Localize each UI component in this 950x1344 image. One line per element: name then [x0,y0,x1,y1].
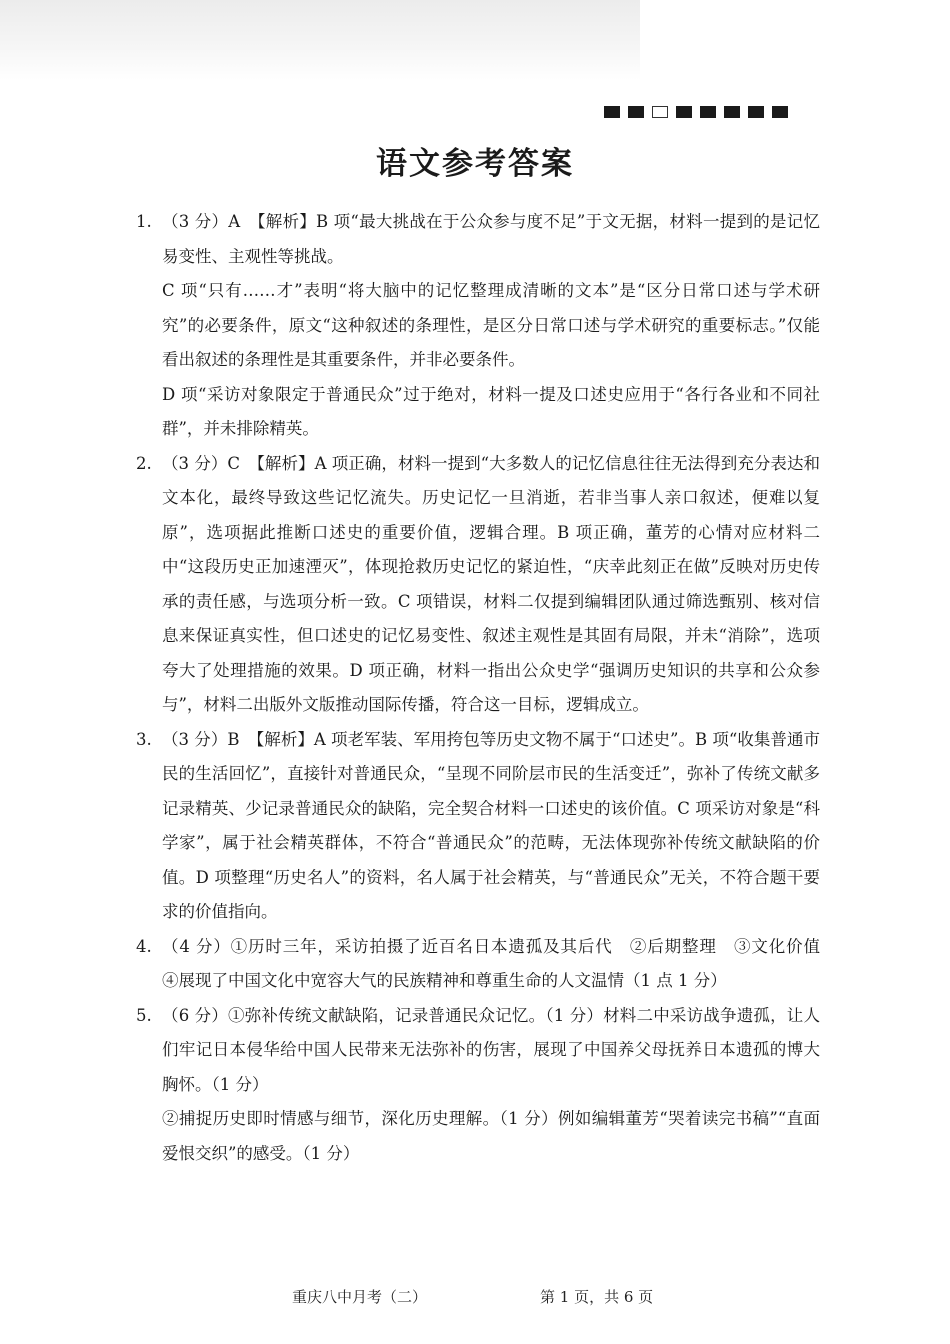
answer-paragraph: （6 分）①弥补传统文献缺陷，记录普通民众记忆。（1 分）材料二中采访战争遗孤，让人们牢记日本侵华给中国人民带来无法弥补的伤害，展现了中国养父母抚养日本遗孤的博大胸怀。（1 分） [162,1005,820,1094]
marker-square [724,106,740,118]
answer-paragraph: D 项“采访对象限定于普通民众”过于绝对，材料一提及口述史应用于“各行各业和不同社群”，并未排除精英。 [162,384,820,438]
marker-square [748,106,764,118]
answer-list [136,205,837,1171]
answer-paragraph: （3 分）B 【解析】A 项老军装、军用挎包等历史文物不属于“口述史”。B 项“收集普通市民的生活回忆”，直接针对普通民众，“呈现不同阶层市民的生活变迁”，弥补了传统文献多记录精英、少记录普通民众的缺陷，完全契合材料一口述史的该价值。C 项采访对象是“科学家”，属于社会精英群体，不符合“普通民众”的范畴，无法体现弥补传统文献缺陷的价值。D 项整理“历史名人”的资料，名人属于社会精英，与“普通民众”无关，不符合题干要求的价值指向。 [162,729,820,921]
answer-number: 2. [136,453,152,473]
answer-number: 1. [136,212,152,231]
exam-name: 重庆八中月考（二） [292,1288,428,1306]
answer-paragraph: （3 分）C 【解析】A 项正确，材料一提到“大多数人的记忆信息往往无法得到充分表达和文本化，最终导致这些记忆流失。历史记忆一旦消逝，若非当事人亲口叙述，便难以复原”，选项据此推断口述史的重要价值，逻辑合理。B 项正确，董芳的心情对应材料二中“这段历史正加速湮灭”，体现抢救历史记忆的紧迫性，“庆幸此刻正在做”反映对历史传承的责任感，与选项分析一致。C 项错误，材料二仅提到编辑团队通过筛选甄别、核对信息来保证真实性，但口述史的记忆易变性、叙述主观性是其固有局限，并未“消除”，选项夸大了处理措施的效果。D 项正确，材料一指出公众史学“强调历史知识的共享和公众参与”，材料二出版外文版推动国际传播，符合这一目标，逻辑成立。 [162,453,820,714]
marker-square [628,106,644,118]
marker-square [700,106,716,118]
page-title: 语文参考答案 [376,146,574,182]
answer-number: 5. [136,1005,152,1025]
answer-item-5 [136,999,820,1172]
answer-item-3 [136,723,820,930]
marker-square-hollow [652,106,668,118]
marker-square [604,106,620,118]
page-number: 第 1 页，共 6 页 [540,1288,654,1306]
answer-paragraph: （4 分）①历时三年，采访拍摄了近百名日本遗孤及其后代 ②后期整理 ③文化价值 ④展现了中国文化中宽容大气的民族精神和尊重生命的人文温情（1 点 1 分） [162,936,837,990]
marker-square [676,106,692,118]
marker-square [772,106,788,118]
section-marker [604,106,788,118]
answer-number: 3. [136,729,152,749]
answer-item-1 [136,205,820,447]
scan-shadow [0,0,640,80]
answer-number: 4. [136,936,152,956]
answer-paragraph: ②捕捉历史即时情感与细节，深化历史理解。（1 分）例如编辑董芳“哭着读完书稿”“直面爱恨交织”的感受。（1 分） [162,1109,820,1163]
answer-paragraph: （3 分）A 【解析】B 项“最大挑战在于公众参与度不足”于文无据，材料一提到的是记忆易变性、主观性等挑战。 [162,212,820,266]
answer-item-4 [136,930,837,999]
answer-paragraph: C 项“只有……才”表明“将大脑中的记忆整理成清晰的文本”是“区分日常口述与学术研究”的必要条件，原文“这种叙述的条理性，是区分日常口述与学术研究的重要标志。”仅能看出叙述的条理性是其重要条件，并非必要条件。 [162,281,820,369]
answer-item-2 [136,447,820,723]
